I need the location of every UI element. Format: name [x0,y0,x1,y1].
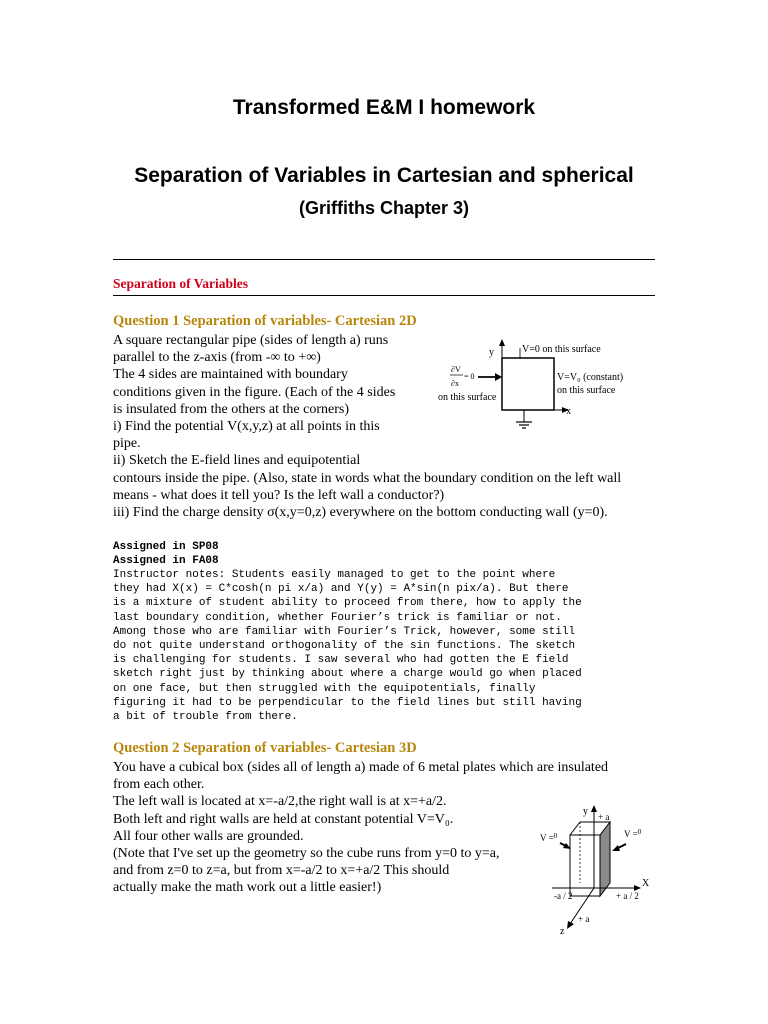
notes-line: on one face, but then struggled with the equipotentials, finally [113,682,536,695]
y-axis-arrow-icon [499,339,505,346]
q1-line: is insulated from the others at the corners) [113,401,349,417]
question-1-heading: Question 1 Separation of variables- Cartesian 2D [113,313,417,329]
document-title: Transformed E&M I homework [232,96,536,119]
z-plus-a-label: + a [578,914,590,924]
assigned-fa08: Assigned in FA08 [113,555,219,568]
q1-line: A square rectangular pipe (sides of length a) runs [113,333,389,348]
q1-line: contours inside the pipe. (Also, state in words what the boundary condition on the left wall [113,470,622,486]
right-arrow-icon [612,845,620,851]
notes-line: do not quite understand orthogonality of the sin functions. The sketch [113,640,576,653]
left-potential-label [540,832,558,843]
notes-line: sketch right just by thinking about where a charge would go when placed [113,668,582,681]
dx-denominator: ∂x [451,379,459,388]
q2-line: from each other. [113,777,205,793]
left-potential-text: V = [540,833,554,843]
right-potential-label [624,828,642,839]
chapter-reference: (Griffiths Chapter 3) [298,198,469,218]
document-subtitle: Separation of Variables in Cartesian and spherical [134,164,634,187]
q1-line: ii) Sketch the E-field lines and equipotential [113,453,361,469]
q1-line: iii) Find the charge density σ(x,y=0,z) everywhere on the bottom conducting wall (y=0). [113,505,608,521]
q1-line: The 4 sides are maintained with boundary [113,367,348,383]
z-axis-label: z [560,926,565,936]
q2-line: The left wall is located at x=-a/2,the right wall is at x=+a/2. [113,794,447,810]
assigned-list [113,540,219,569]
q2-line: actually make the math work out a little easier!) [113,880,382,896]
assigned-sp08: Assigned in SP08 [113,541,219,553]
top-surface-label: V=0 on this surface [522,344,601,355]
notes-line: a bit of trouble from there. [113,711,298,724]
y-axis-label: y [489,347,494,358]
notes-line: Among those who are familiar with Fourier’s Trick, however, some still [113,625,576,638]
question-2-heading: Question 2 Separation of variables- Cartesian 3D [113,740,417,756]
notes-line: figuring it had to be perpendicular to the field lines but still having [113,696,582,709]
y-plus-a-label: + a [598,812,610,822]
neg-half-label: -a / 2 [554,891,573,901]
notes-line: last boundary condition, whether Fourier’s trick is familiar or not. [113,611,562,624]
dv-numerator: ∂V [451,365,461,374]
pipe-square [502,358,554,410]
q1-line: parallel to the z-axis (from -∞ to +∞) [113,350,321,366]
q2-line: All four other walls are grounded. [113,828,304,844]
cube-right-face [600,822,610,896]
pipe-boundary-figure [436,336,668,440]
x-axis-label: X [642,878,650,889]
pos-half-label: + a / 2 [616,891,639,901]
notes-line: is a mixture of student ability to proceed from there, how to apply the [113,597,582,610]
cube-figure [530,800,660,936]
divider-top [113,259,655,260]
q2-line: Both left and right walls are held at constant potential V=V₀. [113,811,454,827]
right-potential-text: V = [624,829,638,839]
divider-section [113,295,655,296]
section-title: Separation of Variables [113,276,249,291]
left-arrow-icon [495,373,502,381]
z-axis-arrow-icon [567,921,574,929]
q1-line: pipe. [113,436,141,452]
cube-front-face [570,835,600,896]
right-surface-label: on this surface [557,385,616,396]
q2-line: You have a cubical box (sides all of length a) made of 6 metal plates which are insulated [113,760,609,775]
notes-line: is challenging for students. I saw several who had gotten the E field [113,654,569,667]
x-axis-label: x [566,406,571,417]
q1-line: i) Find the potential V(x,y,z) at all points in this [113,419,380,435]
cube-edge [570,822,580,835]
right-potential-sub: 0 [637,828,642,836]
notes-line: they had X(x) = C*cosh(n pi x/a) and Y(y) = A*sin(n pix/a). But there [113,583,569,596]
instructor-notes [113,568,663,724]
left-surface-label: on this surface [438,392,497,403]
q2-line: and from z=0 to z=a, but from x=-a/2 to x=+a/2 This should [113,863,450,879]
q1-line: means - what does it tell you? Is the left wall a conductor?) [113,487,445,503]
y-axis-arrow-icon [591,805,597,812]
q2-line: (Note that I've set up the geometry so the cube runs from y=0 to y=a, [113,846,500,862]
q1-line: conditions given in the figure. (Each of the 4 sides [113,384,396,400]
derivative-equals-zero: = 0 [464,372,475,381]
right-potential-label: V=V₀ (constant) [557,372,624,383]
left-potential-sub: 0 [553,832,558,840]
y-axis-label: y [583,806,588,817]
notes-line: Instructor notes: Students easily managed to get to the point where [113,569,556,581]
